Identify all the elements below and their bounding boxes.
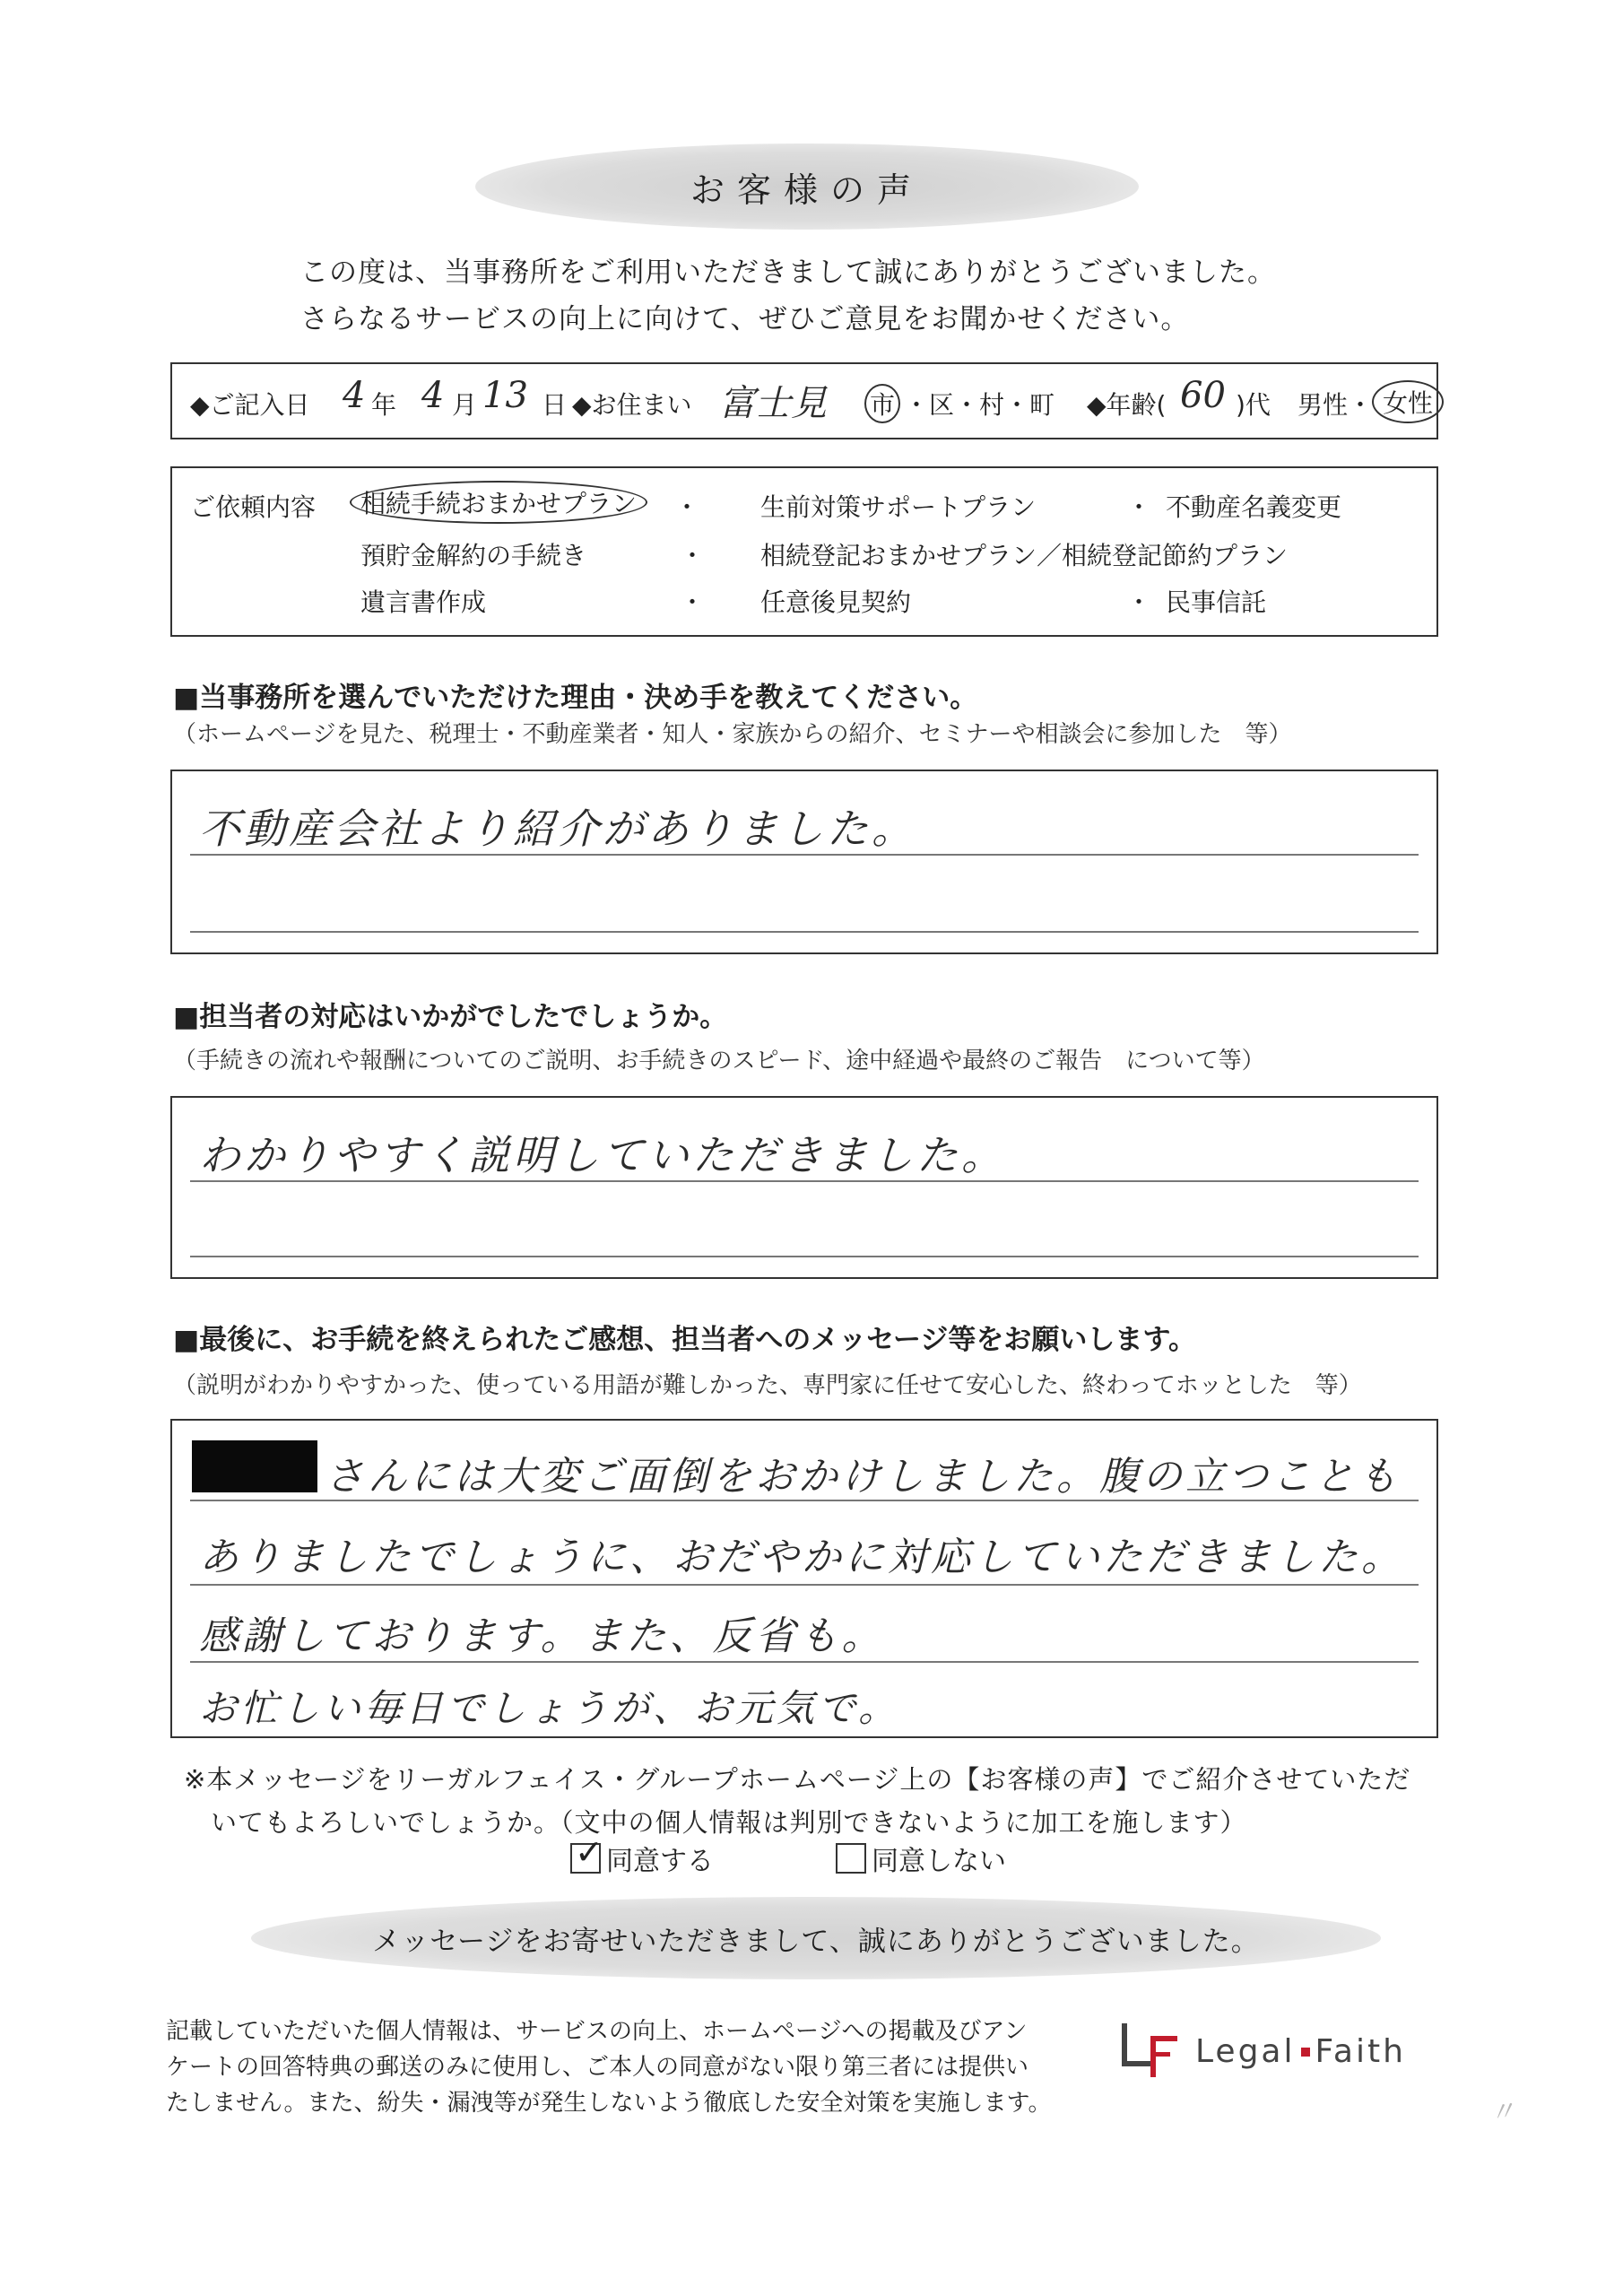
privacy-line-2: ケートの回答特典の郵送のみに使用し、ご本人の同意がない限り第三者には提供い [166, 2054, 1029, 2081]
bleed-through-mark: 〃 [1487, 2095, 1518, 2130]
q3-subtext: （説明がわかりやすかった、使っている用語が難しかった、専門家に任せて安心した、終わってホッとした 等） [173, 1372, 1362, 1399]
answer-line [190, 931, 1419, 933]
request-item-will[interactable]: 遺言書作成 [360, 587, 487, 617]
thanks-banner [251, 1897, 1381, 1979]
answer-line [190, 1661, 1419, 1663]
q3-answer-line-2: ありましたでしょうに、おだやかに対応していただきました。 [199, 1535, 1404, 1580]
age-label: ◆年齢( [1087, 390, 1167, 420]
consent-disagree-option[interactable] [836, 1839, 1006, 1878]
gender-male[interactable]: 男性・ [1298, 390, 1374, 420]
request-item-trust[interactable]: 民事信託 [1166, 587, 1267, 617]
redacted-name [192, 1440, 317, 1492]
answer-line [190, 1256, 1419, 1257]
logo-word-1: Legal [1195, 2032, 1296, 2070]
intro-line-2: さらなるサービスの向上に向けて、ぜひご意見をお聞かせください。 [300, 303, 1190, 335]
consent-agree-option[interactable] [570, 1832, 714, 1878]
city-type-selected[interactable]: 市 [864, 384, 900, 423]
info-row-box [170, 362, 1438, 439]
note-line-1: ※本メッセージをリーガルフェイス・グループホームページ上の【お客様の声】でご紹介させていただ [184, 1764, 1411, 1795]
year-value[interactable]: 4 [343, 375, 366, 416]
q3-answer-line-4: お忙しい毎日でしょうが、お元気で。 [199, 1686, 900, 1730]
note-line-2: いてもよろしいでしょうか。（文中の個人情報は判別できないように加工を施します） [211, 1807, 1247, 1838]
agree-label: 同意する [606, 1846, 714, 1877]
address-label: ◆お住まい [572, 390, 692, 420]
logo-wordmark [1195, 2033, 1406, 2070]
q2-answer-box[interactable] [170, 1096, 1438, 1279]
legal-faith-logo [1116, 2020, 1406, 2083]
privacy-line-3: たしません。また、紛失・漏洩等が発生しないよう徹底した安全対策を実施します。 [166, 2090, 1052, 2117]
request-item-registration[interactable]: 相続登記おまかせプラン／相続登記節約プラン [760, 541, 1289, 570]
request-item-guardianship[interactable]: 任意後見契約 [760, 587, 912, 617]
q1-answer-text: 不動産会社より紹介がありました。 [199, 804, 916, 853]
publication-note [184, 1758, 1410, 1844]
day-value[interactable]: 13 [482, 375, 528, 416]
thanks-text: メッセージをお寄せいただきまして、誠にありがとうございました。 [372, 1925, 1260, 1958]
request-sep: ・ [674, 492, 700, 522]
q2-answer-text: わかりやすく説明していただきました。 [199, 1131, 1006, 1179]
request-sep: ・ [1126, 492, 1152, 522]
request-label: ご依頼内容 [190, 492, 317, 522]
request-item-inheritance-plan[interactable]: 相続手続おまかせプラン [350, 481, 647, 524]
gender-female-selected[interactable]: 女性 [1372, 380, 1444, 423]
month-value[interactable]: 4 [421, 375, 445, 416]
lf-logo-icon [1116, 2020, 1186, 2083]
check-mark-icon: ✓ [575, 1832, 603, 1872]
agree-checkbox[interactable] [570, 1832, 603, 1874]
request-sep: ・ [680, 541, 706, 570]
city-type-rest: ・区・村・町 [904, 390, 1055, 420]
intro-text [300, 249, 1276, 343]
q3-answer-line-1: さんには大変ご面倒をおかけしました。腹の立つことも [325, 1454, 1401, 1500]
q3-heading: ■最後に、お手続を終えられたご感想、担当者へのメッセージ等をお願いします。 [173, 1324, 1196, 1356]
answer-line [190, 1584, 1419, 1586]
title-banner [475, 144, 1139, 230]
q1-subtext: （ホームページを見た、税理士・不動産業者・知人・家族からの紹介、セミナーや相談会に参加した 等） [173, 721, 1292, 748]
request-item-pre-death-plan[interactable]: 生前対策サポートプラン [760, 492, 1037, 522]
request-item-deposit[interactable]: 預貯金解約の手続き [360, 541, 587, 570]
q2-subtext: （手続きの流れや報酬についてのご説明、お手続きのスピード、途中経過や最終のご報告 について等） [173, 1048, 1265, 1074]
q3-answer-line-3: 感謝しております。また、反省も。 [199, 1613, 885, 1659]
disagree-checkbox[interactable] [836, 1843, 866, 1874]
q1-heading: ■当事務所を選んでいただけた理由・決め手を教えてください。 [173, 682, 978, 714]
year-unit: 年 [371, 390, 397, 420]
privacy-notice [166, 2013, 1089, 2121]
date-label: ◆ご記入日 [190, 390, 310, 420]
day-unit: 日 [542, 390, 568, 420]
age-unit: )代 [1236, 390, 1271, 420]
disagree-label: 同意しない [872, 1846, 1006, 1877]
city-value[interactable]: 富士見 [719, 383, 827, 424]
page-title: お客様の声 [690, 170, 924, 210]
q2-heading: ■担当者の対応はいかがでしたでしょうか。 [173, 1001, 728, 1033]
logo-word-2: Faith [1315, 2032, 1406, 2070]
privacy-line-1: 記載していただいた個人情報は、サービスの向上、ホームページへの掲載及びアン [166, 2018, 1028, 2045]
intro-line-1: この度は、当事務所をご利用いただきまして誠にありがとうございました。 [300, 257, 1276, 289]
age-value[interactable]: 60 [1180, 375, 1226, 416]
request-box [170, 466, 1438, 637]
month-unit: 月 [452, 390, 478, 420]
request-sep: ・ [680, 587, 706, 617]
q3-answer-box[interactable] [170, 1419, 1438, 1738]
q1-answer-box[interactable] [170, 770, 1438, 954]
logo-dot-icon [1301, 2048, 1310, 2057]
request-sep: ・ [1126, 587, 1152, 617]
request-item-real-estate[interactable]: 不動産名義変更 [1166, 492, 1342, 522]
